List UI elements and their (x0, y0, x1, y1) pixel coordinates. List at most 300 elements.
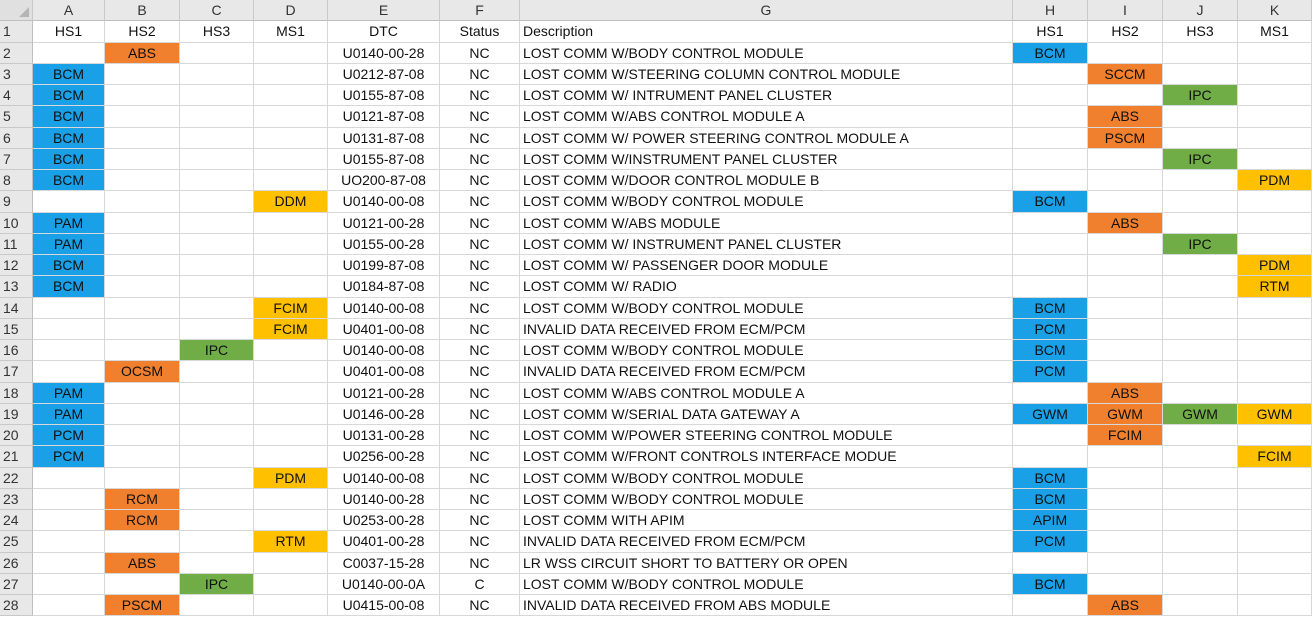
cell-h[interactable] (1013, 255, 1088, 276)
column-header-i[interactable]: I (1088, 0, 1163, 21)
description-cell[interactable]: LOST COMM W/ INSTRUMENT PANEL CLUSTER (520, 234, 1013, 255)
cell-k[interactable] (1238, 510, 1312, 531)
cell-h[interactable]: BCM (1013, 298, 1088, 319)
cell-b[interactable] (105, 383, 180, 404)
row-header-18[interactable]: 18 (0, 383, 33, 404)
column-header-h[interactable]: H (1013, 0, 1088, 21)
cell-i[interactable]: SCCM (1088, 64, 1163, 85)
cell-c[interactable]: IPC (180, 574, 254, 595)
status-cell[interactable]: NC (440, 404, 520, 425)
description-cell[interactable]: LOST COMM W/ABS CONTROL MODULE A (520, 106, 1013, 127)
dtc-cell[interactable]: U0140-00-08 (328, 191, 440, 212)
cell-a[interactable]: BCM (33, 85, 105, 106)
row-header-10[interactable]: 10 (0, 213, 33, 234)
status-cell[interactable]: NC (440, 64, 520, 85)
cell-i[interactable] (1088, 319, 1163, 340)
cell-b[interactable] (105, 574, 180, 595)
header-cell[interactable]: HS3 (1163, 21, 1238, 42)
status-cell[interactable]: NC (440, 85, 520, 106)
cell-j[interactable] (1163, 64, 1238, 85)
cell-i[interactable] (1088, 170, 1163, 191)
header-cell[interactable]: DTC (328, 21, 440, 42)
status-cell[interactable]: NC (440, 170, 520, 191)
dtc-cell[interactable]: U0140-00-28 (328, 489, 440, 510)
cell-k[interactable]: PDM (1238, 170, 1312, 191)
cell-c[interactable] (180, 468, 254, 489)
cell-b[interactable] (105, 128, 180, 149)
row-header-19[interactable]: 19 (0, 404, 33, 425)
row-header-21[interactable]: 21 (0, 446, 33, 467)
cell-c[interactable] (180, 531, 254, 552)
cell-b[interactable]: PSCM (105, 595, 180, 616)
dtc-cell[interactable]: U0155-87-08 (328, 85, 440, 106)
cell-d[interactable] (254, 404, 328, 425)
status-cell[interactable]: NC (440, 340, 520, 361)
cell-h[interactable] (1013, 128, 1088, 149)
cell-c[interactable] (180, 64, 254, 85)
description-cell[interactable]: LOST COMM W/ RADIO (520, 276, 1013, 297)
description-cell[interactable]: LOST COMM W/STEERING COLUMN CONTROL MODULE (520, 64, 1013, 85)
description-cell[interactable]: LOST COMM W/ PASSENGER DOOR MODULE (520, 255, 1013, 276)
cell-b[interactable]: RCM (105, 510, 180, 531)
cell-j[interactable] (1163, 383, 1238, 404)
row-header-2[interactable]: 2 (0, 43, 33, 64)
cell-j[interactable]: IPC (1163, 234, 1238, 255)
dtc-cell[interactable]: U0155-87-08 (328, 149, 440, 170)
row-header-11[interactable]: 11 (0, 234, 33, 255)
cell-j[interactable] (1163, 574, 1238, 595)
dtc-cell[interactable]: U0401-00-28 (328, 531, 440, 552)
cell-j[interactable] (1163, 553, 1238, 574)
cell-a[interactable]: BCM (33, 276, 105, 297)
cell-d[interactable]: FCIM (254, 298, 328, 319)
header-cell[interactable]: MS1 (1238, 21, 1312, 42)
description-cell[interactable]: LOST COMM W/BODY CONTROL MODULE (520, 468, 1013, 489)
cell-j[interactable]: GWM (1163, 404, 1238, 425)
description-cell[interactable]: LOST COMM W/ POWER STEERING CONTROL MODULE A (520, 128, 1013, 149)
cell-a[interactable]: BCM (33, 106, 105, 127)
header-cell[interactable]: Description (520, 21, 1013, 42)
status-cell[interactable]: NC (440, 319, 520, 340)
status-cell[interactable]: NC (440, 553, 520, 574)
cell-i[interactable] (1088, 446, 1163, 467)
cell-k[interactable] (1238, 340, 1312, 361)
cell-k[interactable] (1238, 106, 1312, 127)
row-header-25[interactable]: 25 (0, 531, 33, 552)
row-header-20[interactable]: 20 (0, 425, 33, 446)
status-cell[interactable]: NC (440, 234, 520, 255)
dtc-cell[interactable]: U0146-00-28 (328, 404, 440, 425)
cell-a[interactable] (33, 489, 105, 510)
status-cell[interactable]: NC (440, 361, 520, 382)
cell-k[interactable]: RTM (1238, 276, 1312, 297)
cell-h[interactable]: BCM (1013, 340, 1088, 361)
status-cell[interactable]: NC (440, 128, 520, 149)
description-cell[interactable]: INVALID DATA RECEIVED FROM ECM/PCM (520, 319, 1013, 340)
description-cell[interactable]: INVALID DATA RECEIVED FROM ECM/PCM (520, 531, 1013, 552)
description-cell[interactable]: LOST COMM W/ABS MODULE (520, 213, 1013, 234)
column-header-f[interactable]: F (440, 0, 520, 21)
row-header-23[interactable]: 23 (0, 489, 33, 510)
cell-i[interactable]: GWM (1088, 404, 1163, 425)
dtc-cell[interactable]: U0140-00-28 (328, 43, 440, 64)
cell-d[interactable] (254, 43, 328, 64)
row-header-16[interactable]: 16 (0, 340, 33, 361)
description-cell[interactable]: LOST COMM W/POWER STEERING CONTROL MODULE (520, 425, 1013, 446)
cell-j[interactable] (1163, 106, 1238, 127)
row-header-17[interactable]: 17 (0, 361, 33, 382)
dtc-cell[interactable]: U0253-00-28 (328, 510, 440, 531)
cell-j[interactable] (1163, 446, 1238, 467)
cell-a[interactable]: BCM (33, 64, 105, 85)
cell-c[interactable] (180, 383, 254, 404)
cell-b[interactable] (105, 531, 180, 552)
dtc-cell[interactable]: U0140-00-08 (328, 298, 440, 319)
cell-h[interactable]: APIM (1013, 510, 1088, 531)
cell-c[interactable] (180, 276, 254, 297)
cell-j[interactable] (1163, 361, 1238, 382)
cell-c[interactable] (180, 43, 254, 64)
cell-h[interactable] (1013, 276, 1088, 297)
cell-i[interactable] (1088, 149, 1163, 170)
dtc-cell[interactable]: UO200-87-08 (328, 170, 440, 191)
cell-j[interactable]: IPC (1163, 149, 1238, 170)
cell-d[interactable] (254, 361, 328, 382)
cell-k[interactable] (1238, 361, 1312, 382)
header-cell[interactable]: MS1 (254, 21, 328, 42)
cell-d[interactable] (254, 595, 328, 616)
cell-b[interactable] (105, 85, 180, 106)
cell-k[interactable] (1238, 298, 1312, 319)
status-cell[interactable]: NC (440, 510, 520, 531)
status-cell[interactable]: NC (440, 43, 520, 64)
cell-b[interactable] (105, 213, 180, 234)
dtc-cell[interactable]: U0140-00-08 (328, 340, 440, 361)
cell-b[interactable] (105, 64, 180, 85)
cell-h[interactable] (1013, 213, 1088, 234)
cell-d[interactable] (254, 574, 328, 595)
cell-b[interactable] (105, 234, 180, 255)
cell-a[interactable] (33, 574, 105, 595)
cell-b[interactable] (105, 319, 180, 340)
cell-j[interactable] (1163, 128, 1238, 149)
cell-i[interactable] (1088, 43, 1163, 64)
cell-b[interactable] (105, 404, 180, 425)
cell-j[interactable] (1163, 170, 1238, 191)
cell-k[interactable] (1238, 574, 1312, 595)
cell-j[interactable] (1163, 468, 1238, 489)
header-cell[interactable]: HS1 (33, 21, 105, 42)
cell-d[interactable] (254, 489, 328, 510)
column-header-b[interactable]: B (105, 0, 180, 21)
status-cell[interactable]: NC (440, 468, 520, 489)
cell-b[interactable] (105, 276, 180, 297)
cell-d[interactable]: PDM (254, 468, 328, 489)
cell-i[interactable] (1088, 468, 1163, 489)
description-cell[interactable]: LOST COMM W/ABS CONTROL MODULE A (520, 383, 1013, 404)
dtc-cell[interactable]: U0131-00-28 (328, 425, 440, 446)
cell-i[interactable] (1088, 361, 1163, 382)
cell-c[interactable] (180, 404, 254, 425)
row-header-8[interactable]: 8 (0, 170, 33, 191)
cell-j[interactable] (1163, 489, 1238, 510)
cell-a[interactable]: BCM (33, 128, 105, 149)
cell-i[interactable] (1088, 276, 1163, 297)
cell-h[interactable]: BCM (1013, 191, 1088, 212)
cell-d[interactable] (254, 425, 328, 446)
cell-k[interactable] (1238, 553, 1312, 574)
cell-a[interactable]: PCM (33, 446, 105, 467)
cell-j[interactable] (1163, 319, 1238, 340)
cell-i[interactable] (1088, 234, 1163, 255)
cell-k[interactable] (1238, 489, 1312, 510)
cell-h[interactable] (1013, 425, 1088, 446)
cell-j[interactable] (1163, 43, 1238, 64)
cell-j[interactable] (1163, 298, 1238, 319)
description-cell[interactable]: LOST COMM W/INSTRUMENT PANEL CLUSTER (520, 149, 1013, 170)
cell-a[interactable] (33, 595, 105, 616)
description-cell[interactable]: LR WSS CIRCUIT SHORT TO BATTERY OR OPEN (520, 553, 1013, 574)
cell-h[interactable]: BCM (1013, 468, 1088, 489)
cell-c[interactable] (180, 425, 254, 446)
cell-i[interactable] (1088, 191, 1163, 212)
cell-c[interactable] (180, 595, 254, 616)
cell-a[interactable] (33, 298, 105, 319)
cell-d[interactable] (254, 255, 328, 276)
cell-a[interactable]: BCM (33, 255, 105, 276)
cell-k[interactable] (1238, 149, 1312, 170)
status-cell[interactable]: NC (440, 149, 520, 170)
cell-h[interactable] (1013, 595, 1088, 616)
description-cell[interactable]: INVALID DATA RECEIVED FROM ECM/PCM (520, 361, 1013, 382)
dtc-cell[interactable]: U0131-87-08 (328, 128, 440, 149)
cell-b[interactable]: ABS (105, 43, 180, 64)
status-cell[interactable]: NC (440, 425, 520, 446)
cell-k[interactable] (1238, 234, 1312, 255)
dtc-cell[interactable]: U0121-87-08 (328, 106, 440, 127)
header-cell[interactable]: HS2 (105, 21, 180, 42)
cell-k[interactable] (1238, 64, 1312, 85)
header-cell[interactable]: HS2 (1088, 21, 1163, 42)
cell-i[interactable] (1088, 85, 1163, 106)
cell-c[interactable] (180, 361, 254, 382)
cell-c[interactable] (180, 149, 254, 170)
cell-c[interactable] (180, 489, 254, 510)
row-header-24[interactable]: 24 (0, 510, 33, 531)
cell-h[interactable] (1013, 64, 1088, 85)
cell-b[interactable] (105, 106, 180, 127)
cell-a[interactable] (33, 191, 105, 212)
dtc-cell[interactable]: U0401-00-08 (328, 361, 440, 382)
cell-c[interactable] (180, 553, 254, 574)
cell-i[interactable] (1088, 574, 1163, 595)
cell-j[interactable] (1163, 595, 1238, 616)
cell-h[interactable] (1013, 553, 1088, 574)
column-header-d[interactable]: D (254, 0, 328, 21)
cell-j[interactable] (1163, 510, 1238, 531)
cell-a[interactable] (33, 43, 105, 64)
row-header-26[interactable]: 26 (0, 553, 33, 574)
cell-a[interactable] (33, 361, 105, 382)
cell-d[interactable] (254, 213, 328, 234)
cell-k[interactable] (1238, 191, 1312, 212)
cell-b[interactable]: ABS (105, 553, 180, 574)
cell-d[interactable] (254, 149, 328, 170)
status-cell[interactable]: NC (440, 213, 520, 234)
cell-k[interactable] (1238, 319, 1312, 340)
dtc-cell[interactable]: U0401-00-08 (328, 319, 440, 340)
cell-c[interactable] (180, 106, 254, 127)
cell-c[interactable] (180, 128, 254, 149)
cell-c[interactable] (180, 298, 254, 319)
cell-h[interactable] (1013, 106, 1088, 127)
row-header-15[interactable]: 15 (0, 319, 33, 340)
row-header-28[interactable]: 28 (0, 595, 33, 616)
cell-h[interactable]: BCM (1013, 43, 1088, 64)
cell-c[interactable] (180, 213, 254, 234)
cell-h[interactable]: PCM (1013, 319, 1088, 340)
description-cell[interactable]: LOST COMM W/BODY CONTROL MODULE (520, 340, 1013, 361)
row-header-5[interactable]: 5 (0, 106, 33, 127)
header-cell[interactable]: HS3 (180, 21, 254, 42)
cell-b[interactable] (105, 149, 180, 170)
row-header-14[interactable]: 14 (0, 298, 33, 319)
status-cell[interactable]: NC (440, 595, 520, 616)
cell-a[interactable] (33, 319, 105, 340)
status-cell[interactable]: NC (440, 106, 520, 127)
cell-b[interactable] (105, 191, 180, 212)
cell-d[interactable] (254, 553, 328, 574)
cell-j[interactable]: IPC (1163, 85, 1238, 106)
cell-a[interactable]: BCM (33, 170, 105, 191)
row-header-27[interactable]: 27 (0, 574, 33, 595)
dtc-cell[interactable]: U0256-00-28 (328, 446, 440, 467)
row-header-22[interactable]: 22 (0, 468, 33, 489)
status-cell[interactable]: NC (440, 255, 520, 276)
cell-j[interactable] (1163, 276, 1238, 297)
dtc-cell[interactable]: U0155-00-28 (328, 234, 440, 255)
row-header-7[interactable]: 7 (0, 149, 33, 170)
cell-b[interactable] (105, 446, 180, 467)
cell-i[interactable] (1088, 255, 1163, 276)
cell-b[interactable] (105, 468, 180, 489)
cell-a[interactable] (33, 468, 105, 489)
row-header-12[interactable]: 12 (0, 255, 33, 276)
row-header-3[interactable]: 3 (0, 64, 33, 85)
cell-h[interactable] (1013, 149, 1088, 170)
cell-b[interactable] (105, 255, 180, 276)
cell-d[interactable] (254, 234, 328, 255)
cell-b[interactable] (105, 340, 180, 361)
cell-i[interactable]: ABS (1088, 213, 1163, 234)
cell-h[interactable]: PCM (1013, 531, 1088, 552)
cell-h[interactable] (1013, 234, 1088, 255)
description-cell[interactable]: LOST COMM W/DOOR CONTROL MODULE B (520, 170, 1013, 191)
cell-a[interactable] (33, 340, 105, 361)
cell-d[interactable] (254, 170, 328, 191)
description-cell[interactable]: LOST COMM W/ INTRUMENT PANEL CLUSTER (520, 85, 1013, 106)
cell-i[interactable] (1088, 510, 1163, 531)
cell-a[interactable]: PAM (33, 404, 105, 425)
cell-b[interactable]: OCSM (105, 361, 180, 382)
row-header-9[interactable]: 9 (0, 191, 33, 212)
cell-i[interactable]: PSCM (1088, 128, 1163, 149)
cell-h[interactable]: BCM (1013, 574, 1088, 595)
cell-c[interactable]: IPC (180, 340, 254, 361)
cell-h[interactable] (1013, 170, 1088, 191)
cell-a[interactable]: PCM (33, 425, 105, 446)
status-cell[interactable]: NC (440, 446, 520, 467)
cell-c[interactable] (180, 319, 254, 340)
cell-c[interactable] (180, 85, 254, 106)
cell-c[interactable] (180, 234, 254, 255)
description-cell[interactable]: LOST COMM W/BODY CONTROL MODULE (520, 489, 1013, 510)
cell-h[interactable]: PCM (1013, 361, 1088, 382)
row-header-6[interactable]: 6 (0, 128, 33, 149)
dtc-cell[interactable]: U0140-00-0A (328, 574, 440, 595)
cell-c[interactable] (180, 170, 254, 191)
description-cell[interactable]: LOST COMM W/SERIAL DATA GATEWAY A (520, 404, 1013, 425)
dtc-cell[interactable]: U0140-00-08 (328, 468, 440, 489)
cell-b[interactable] (105, 425, 180, 446)
description-cell[interactable]: INVALID DATA RECEIVED FROM ABS MODULE (520, 595, 1013, 616)
dtc-cell[interactable]: U0121-00-28 (328, 383, 440, 404)
cell-d[interactable] (254, 106, 328, 127)
description-cell[interactable]: LOST COMM W/BODY CONTROL MODULE (520, 191, 1013, 212)
cell-c[interactable] (180, 255, 254, 276)
status-cell[interactable]: NC (440, 489, 520, 510)
dtc-cell[interactable]: C0037-15-28 (328, 553, 440, 574)
cell-k[interactable] (1238, 425, 1312, 446)
column-header-g[interactable]: G (520, 0, 1013, 21)
cell-i[interactable]: ABS (1088, 595, 1163, 616)
cell-d[interactable] (254, 128, 328, 149)
cell-k[interactable] (1238, 595, 1312, 616)
cell-j[interactable] (1163, 531, 1238, 552)
cell-d[interactable]: RTM (254, 531, 328, 552)
description-cell[interactable]: LOST COMM W/BODY CONTROL MODULE (520, 43, 1013, 64)
cell-i[interactable] (1088, 298, 1163, 319)
cell-b[interactable]: RCM (105, 489, 180, 510)
cell-d[interactable] (254, 276, 328, 297)
description-cell[interactable]: LOST COMM W/BODY CONTROL MODULE (520, 574, 1013, 595)
cell-a[interactable] (33, 531, 105, 552)
cell-a[interactable] (33, 553, 105, 574)
header-cell[interactable]: Status (440, 21, 520, 42)
cell-i[interactable]: FCIM (1088, 425, 1163, 446)
cell-k[interactable] (1238, 383, 1312, 404)
cell-c[interactable] (180, 510, 254, 531)
column-header-j[interactable]: J (1163, 0, 1238, 21)
status-cell[interactable]: C (440, 574, 520, 595)
cell-d[interactable] (254, 64, 328, 85)
row-header-4[interactable]: 4 (0, 85, 33, 106)
cell-c[interactable] (180, 446, 254, 467)
dtc-cell[interactable]: U0184-87-08 (328, 276, 440, 297)
description-cell[interactable]: LOST COMM W/BODY CONTROL MODULE (520, 298, 1013, 319)
cell-i[interactable] (1088, 531, 1163, 552)
status-cell[interactable]: NC (440, 383, 520, 404)
cell-a[interactable]: PAM (33, 213, 105, 234)
cell-d[interactable]: DDM (254, 191, 328, 212)
cell-k[interactable] (1238, 468, 1312, 489)
cell-b[interactable] (105, 298, 180, 319)
dtc-cell[interactable]: U0212-87-08 (328, 64, 440, 85)
header-cell[interactable]: HS1 (1013, 21, 1088, 42)
cell-b[interactable] (105, 170, 180, 191)
cell-i[interactable] (1088, 489, 1163, 510)
dtc-cell[interactable]: U0415-00-08 (328, 595, 440, 616)
